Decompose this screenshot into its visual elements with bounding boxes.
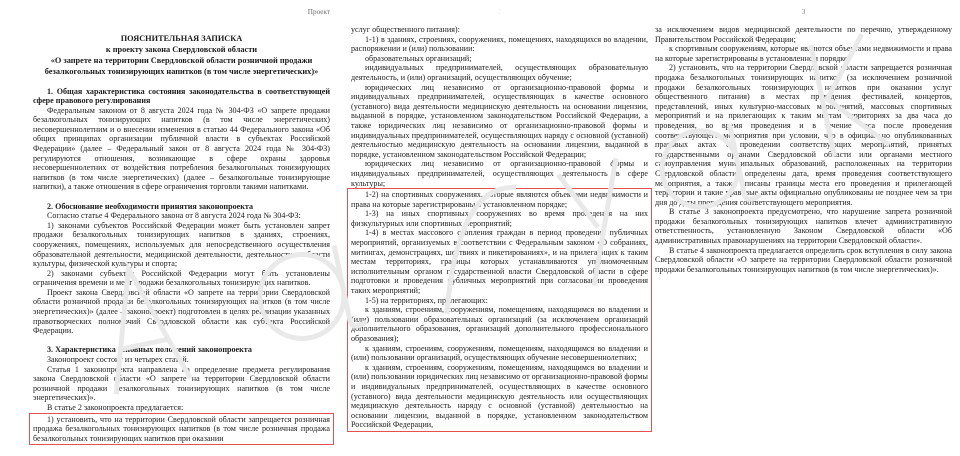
paragraph: 2) законами субъектов Российской Федерации могут быть установлены ограничения времени и мест продажи безалкогольных тонизирующих напитков. xyxy=(33,268,330,288)
page-number: 3 xyxy=(801,8,806,16)
title-line: «О запрете на территории Свердловской области розничной продажи xyxy=(50,56,313,65)
paragraph: Федеральным законом от 8 августа 2024 года № 304-ФЗ «О запрете продажи безалкогольных тонизирующих напитков (в том числе энергетических) несовершеннолетним и о внесении изменения в статью 44 Федерального закона «Об общих принципах организации публичной власти в субъектах Российской Федерации» (далее – Федеральный закон от 8 августа 2024 года № 304-ФЗ) регулируются отношения, возникающие в сфере охраны здоровья несовершеннолетних от воздействия потребления безалкогольных тонизирующих напитков (в том числе энергетических) (далее – безалкогольные тонизирующие напитки), а также отношения в сфере ограничения торговли такими напитками. xyxy=(33,105,330,192)
section-heading: 2. Обоснование необходимости принятия законопроекта xyxy=(47,201,254,211)
highlighted-paragraph: 1-4) в местах массового скопления граждан в период проведения публичных мероприятий, организуемых в соответствии с Федеральным законом «О собраниях, митингах, демонстрациях, шествиях и пикетированиях», и на прилегающих к таким местам территориях, границы которых устанавливаются уполномоченным исполнительным органом государственной власти Свердловской области в сфере подготовки и проведения публичных мероприятий при согласовании проведения таких мероприятий; xyxy=(351,228,648,296)
red-highlight-box xyxy=(347,188,652,432)
title-line: к проекту закона Свердловской области xyxy=(105,45,258,54)
paragraph: В статье 4 законопроекта предлагается определить срок вступления в силу закона Свердловской области «О запрете на территории Свердловской области розничной продажи безалкогольных тонизирующих напитков (в том числе энергетических)». xyxy=(655,245,952,274)
draft-label: Проект xyxy=(307,8,330,16)
section-heading: 1. Общая характеристика состояния законодательства в соответствующей сфере правового регулирования xyxy=(33,86,330,106)
paragraph: услуг общественного питания): xyxy=(351,25,460,34)
paragraph: за исключением видов медицинской деятельности по перечню, утвержденному Правительством Российской Федерации; xyxy=(655,25,952,44)
paragraph: Статья 1 законопроекта направлена на определение предмета регулирования закона Свердловской области «О запрете на территории Свердловской области розничной продажи безалкогольных тонизирующих напитков (в том числе энергетических)». xyxy=(33,364,330,403)
paragraph: к спортивным сооружениям, которые являются объектами недвижимости и права на которые зарегистрированы в установленном порядке; xyxy=(655,44,952,63)
highlighted-paragraph: к зданиям, строениям, сооружениям, помещениям, находящимся во владении и (или) пользовании организаций, осуществляющих обучение несовершеннолетних; xyxy=(351,343,648,363)
paragraph: 1) законами субъектов Российской Федерации может быть установлен запрет продажи безалкогольных тонизирующих напитков в зданиях, строениях, сооружениях, помещениях, используемых для непосредственного осуществления образовательной деятельности, медицинской деятельности, деятельности в области культуры, физической культуры и спорта; xyxy=(33,220,330,269)
paragraph: образовательных организаций; xyxy=(365,53,472,63)
paragraph: Проект закона Свердловской области «О запрете на территории Свердловской области розничной продажи безалкогольных тонизирующих напитков (в том числе энергетических)» (далее – законопроект) подготовлен в целях реализации указанных правотворческих полномочий Свердловской области как субъекта Российской Федерации. xyxy=(33,287,330,336)
document-title xyxy=(33,33,330,77)
paragraph: 2) установить, что на территории Свердловской области запрещается розничная продажа безалкогольных тонизирующих напитков (за исключением розничной продажи безалкогольных тонизирующих напитков при оказании услуг общественного питания) в местах проведения фестивалей, концертов, представлений, иных культурно-массовых мероприятий, массовых спортивных мероприятий и на прилегающих к таким местам территориях за два часа до проведения, во время проведения и в течение часа после проведения соответствующего мероприятия при условии, что в официально опубликованных правовых актах о проведении соответствующих мероприятий, принятых государственными органами Свердловской области или органами местного самоуправления муниципальных образований, расположенных на территории Свердловской области, определены дата, время проведения соответствующего мероприятия, а также описаны границы места его проведения и прилегающей территории и такие правовые акты официально опубликованы не позднее чем за три дня до даты проведения соответствующего мероприятия. xyxy=(655,63,952,207)
paragraph: 1-1) в зданиях, строениях, сооружениях, помещениях, находящихся во владении, распоряжении и (или) пользовании: xyxy=(351,34,648,54)
highlighted-paragraph: 1) установить, что на территории Свердловской области запрещается розничная продажа безалкогольных тонизирующих напитков (в том числе розничная продажа безалкогольных тонизирующих напитков при оказании xyxy=(33,414,330,443)
paragraph: юридических лиц независимо от организационно-правовой формы и индивидуальных предпринимателей, осуществляющих в качестве основного (уставного) вида деятельности медицинскую деятельность на основании лицензии, выданной в порядке, установленном законодательством Российской Федерации, а также юридических лиц независимо от организационно-правовой формы и индивидуальных предпринимателей, осуществляющих наряду с основной (уставной) деятельностью медицинскую деятельность на основании лицензии, выданной в порядке, установленном законодательством Российской Федерации; xyxy=(351,82,648,159)
paragraph: В статье 2 законопроекта предлагается: xyxy=(47,402,184,412)
highlighted-paragraph: 1-5) на территориях, прилегающих: xyxy=(365,295,488,305)
highlighted-paragraph: к зданиям, строениям, сооружениям, помещениям, находящимся во владении и (или) пользовании образовательных организаций (за исключением организаций дополнительного образования, организаций дополнительного профессионального образования); xyxy=(351,305,648,343)
highlighted-paragraph: 1-3) на иных спортивных сооружениях во время проведения на них физкультурных или спортивных мероприятий; xyxy=(351,209,648,228)
paragraph: юридических лиц независимо от организационно-правовой формы и индивидуальных предпринимателей, осуществляющих деятельность в сфере культуры; xyxy=(351,159,648,188)
title-line: безалкогольных тонизирующих напитков (в том числе энергетических)» xyxy=(44,67,319,76)
paragraph: индивидуальных предпринимателей, осуществляющих образовательную деятельность, и (или) организаций, осуществляющих обучение; xyxy=(351,63,648,82)
red-highlight-box xyxy=(29,413,334,446)
title-line: ПОЯСНИТЕЛЬНАЯ ЗАПИСКА xyxy=(120,34,243,43)
page-3 xyxy=(655,8,952,274)
page-2 xyxy=(351,8,648,432)
highlighted-paragraph: 1-2) на спортивных сооружениях, которые являются объектами недвижимости и права на которые зарегистрированы в установленном порядке; xyxy=(351,190,648,209)
highlighted-paragraph: к зданиям, строениям, сооружениям, помещениям, находящимся во владении и (или) пользовании юридических лиц независимо от организационно-правовой формы и индивидуальных предпринимателей, осуществляющих в качестве основного (уставного) вида деятельности медицинскую деятельность или осуществляющих медицинскую деятельность наряду с основной (уставной) деятельностью на основании лицензии, выданной в порядке, установленном законодательством Российской Федерации, xyxy=(351,362,648,430)
page-1 xyxy=(33,8,330,445)
page-number: 2 xyxy=(497,8,502,16)
paragraph: Законопроект состоит из четырех статей. xyxy=(47,354,189,364)
section-heading: 3. Характеристика основных положений законопроекта xyxy=(47,345,252,355)
paragraph: Согласно статье 4 Федерального закона от 8 августа 2024 года № 304-ФЗ: xyxy=(47,211,301,221)
paragraph: В статье 3 законопроекта предусмотрено, что нарушение запрета розничной продажи безалкогольных тонизирующих напитков влечет административную ответственность, установленную Законом Свердловской области «Об административных правонарушениях на территории Свердловской области». xyxy=(655,207,952,246)
